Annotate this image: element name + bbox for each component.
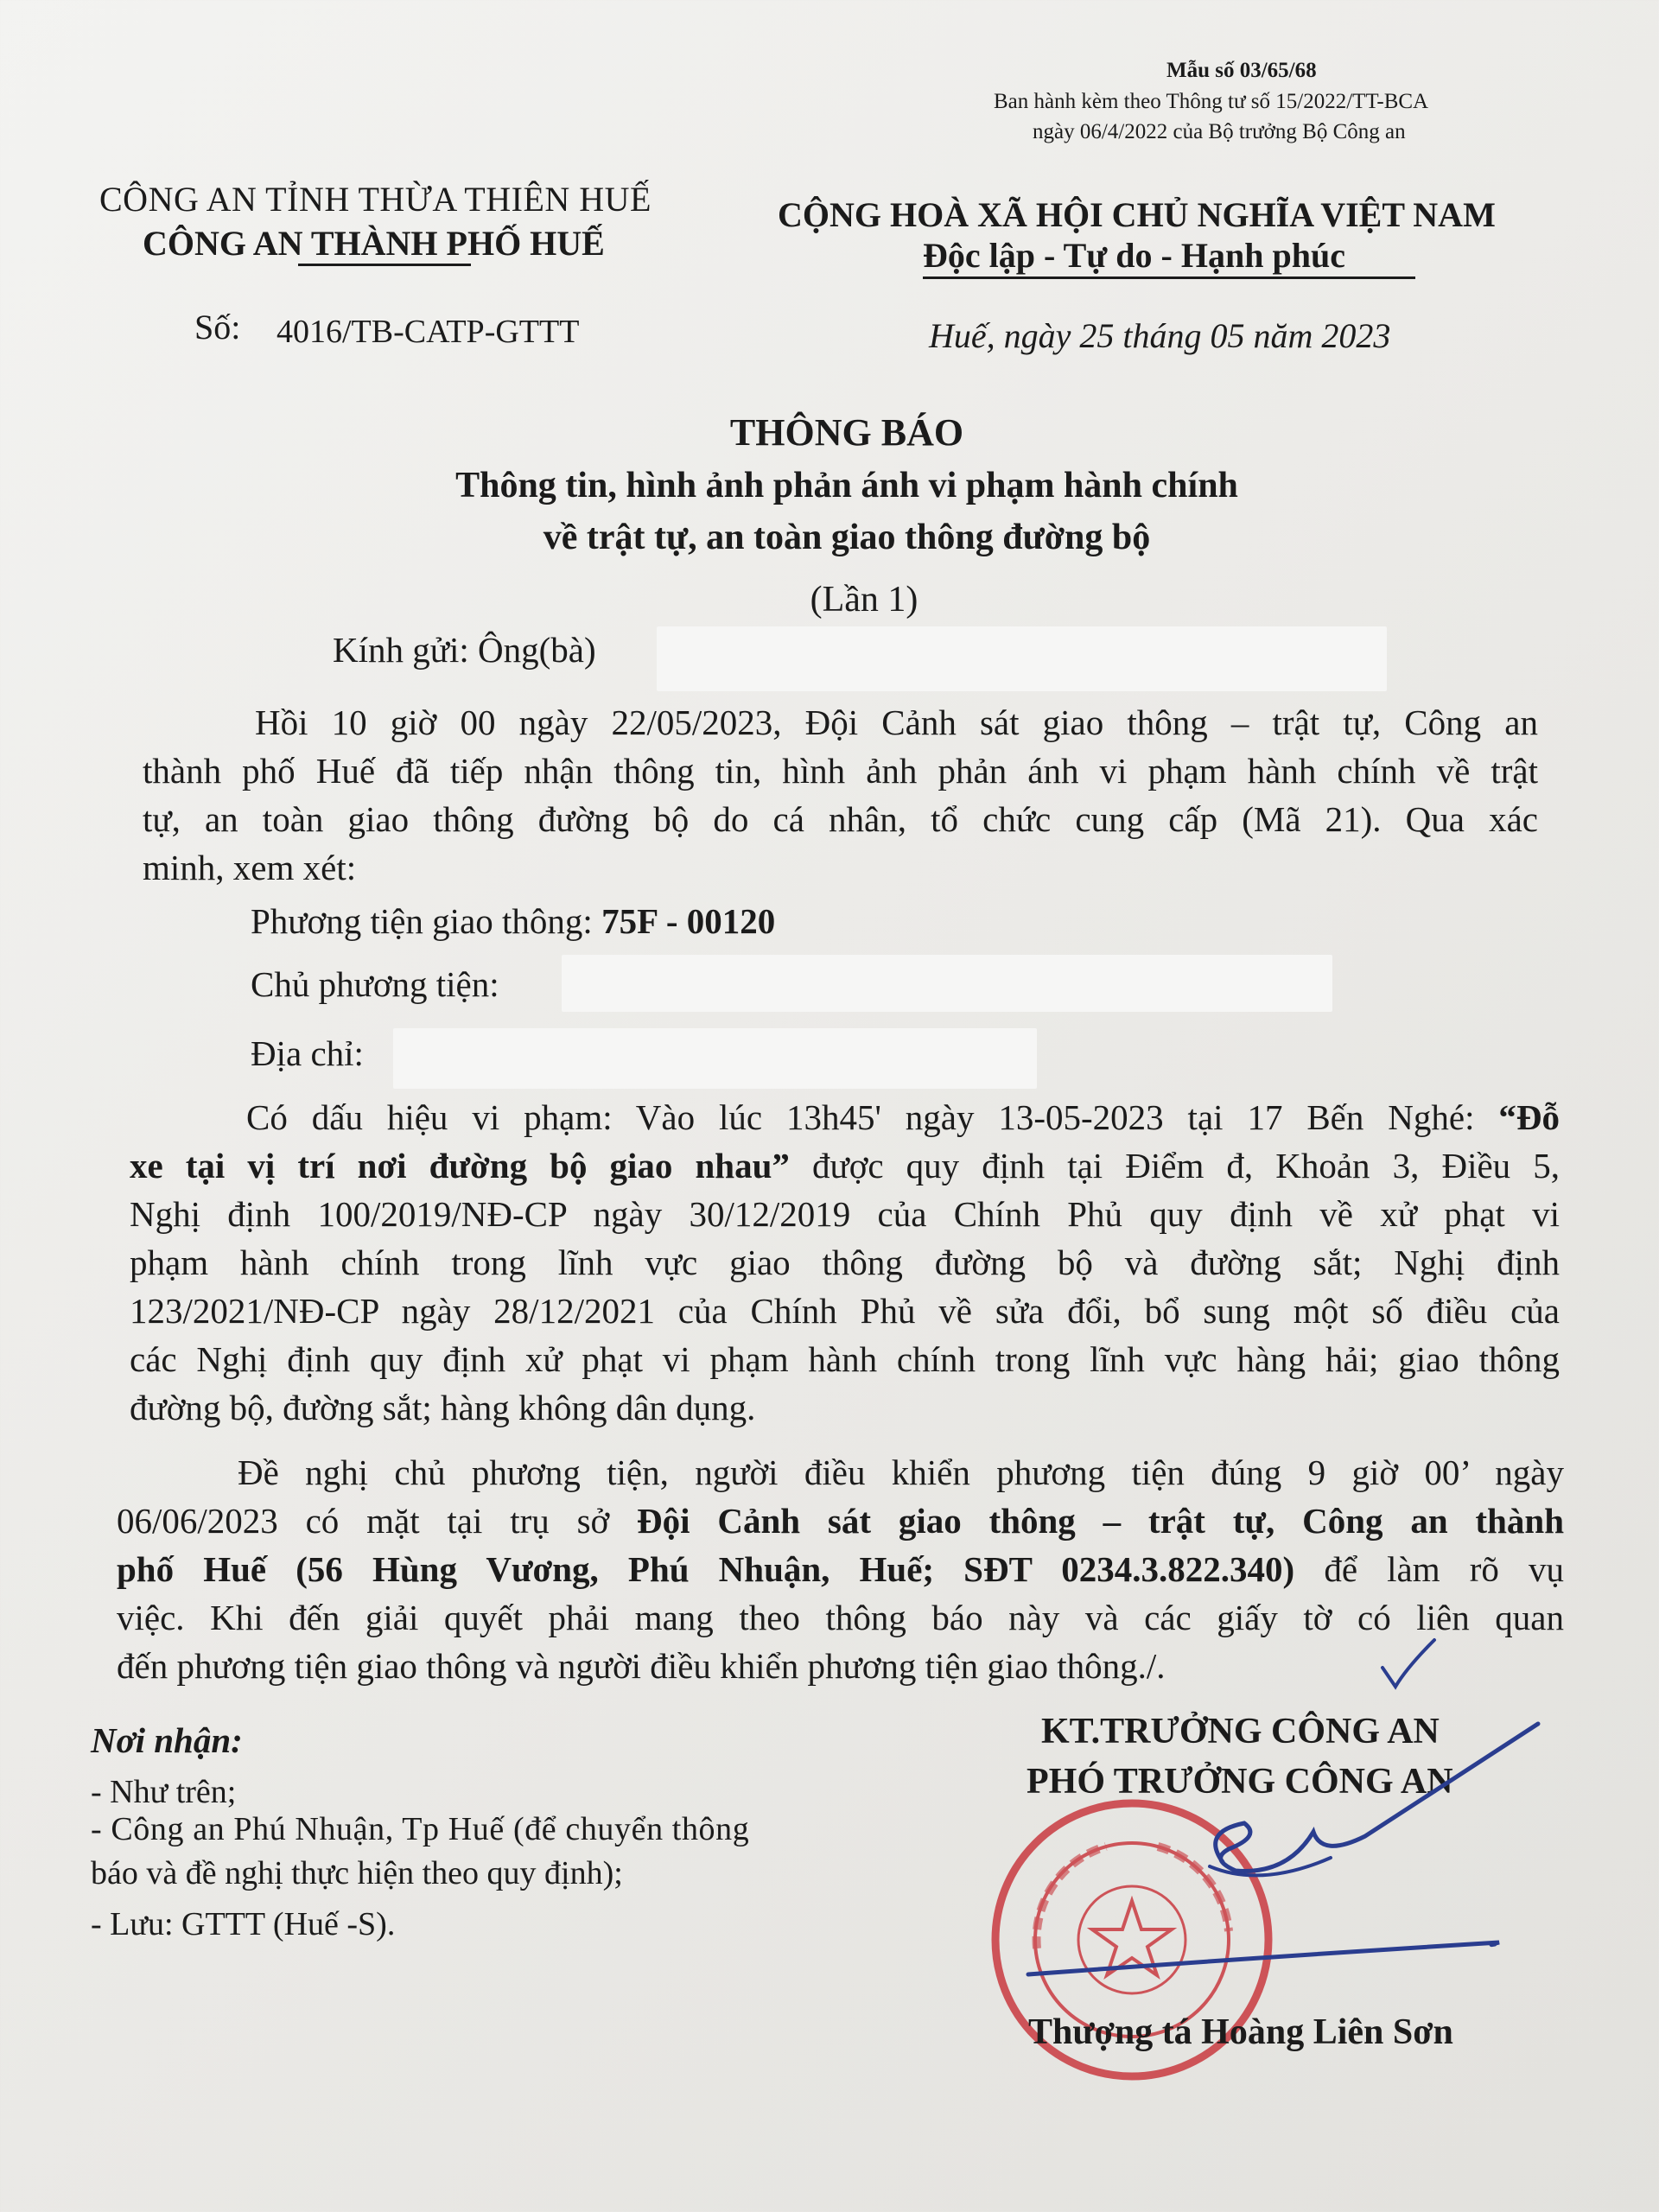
intro-paragraph	[143, 698, 1538, 892]
violation-line	[130, 1141, 1560, 1190]
intro-line: Hồi 10 giờ 00 ngày 22/05/2023, Đội Cảnh sát giao thông – trật tự, Công an	[255, 702, 1538, 742]
violation-legal-ref: được quy định tại Điểm đ, Khoản 3, Điều 5,	[811, 1146, 1560, 1185]
intro-line: tự, an toàn giao thông đường bộ do cá nhân, tổ chức cung cấp (Mã 21). Qua xác	[143, 799, 1538, 839]
recipient-item: - Như trên;	[91, 1774, 237, 1810]
violation-act-start: “Đỗ	[1498, 1097, 1560, 1137]
violation-line: 123/2021/NĐ-CP ngày 28/12/2021 của Chính Phủ về sửa đổi, bổ sung một số điều của	[130, 1291, 1560, 1331]
request-date: 06/06/2023 có mặt tại trụ sở	[117, 1501, 610, 1541]
owner-label: Chủ phương tiện:	[251, 964, 499, 1004]
violation-line	[130, 1093, 1560, 1141]
agency-name: CÔNG AN THÀNH PHỐ HUẾ	[143, 224, 605, 263]
address-label: Địa chỉ:	[251, 1033, 364, 1073]
doc-round: (Lần 1)	[810, 580, 918, 620]
vehicle-row	[251, 900, 775, 942]
doc-number-label: Số:	[194, 308, 241, 346]
signature-title: PHÓ TRƯỞNG CÔNG AN	[1027, 1762, 1453, 1802]
doc-title: THÔNG BÁO	[729, 411, 964, 454]
vehicle-plate: 75F - 00120	[601, 901, 776, 941]
request-line: việc. Khi đến giải quyết phải mang theo thông báo này và các giấy tờ có liên quan	[117, 1598, 1564, 1637]
signature-authority: KT.TRƯỞNG CÔNG AN	[1041, 1712, 1440, 1751]
recipient-item: - Công an Phú Nhuận, Tp Huế (để chuyển thông	[91, 1811, 750, 1847]
violation-intro: Có dấu hiệu vi phạm: Vào lúc 13h45' ngày 13-05-2023 tại 17 Bến Nghé:	[246, 1097, 1475, 1137]
request-line: đến phương tiện giao thông và người điều khiển phương tiện giao thông./.	[117, 1646, 1166, 1686]
redacted-address	[393, 1028, 1037, 1089]
owner-row	[251, 963, 499, 1005]
agency-underline	[298, 264, 471, 266]
violation-act: xe tại vị trí nơi đường bộ giao nhau”	[130, 1146, 790, 1185]
intro-line: minh, xem xét:	[143, 848, 357, 887]
motto-underline	[923, 276, 1415, 279]
place-date: Huế, ngày 25 tháng 05 năm 2023	[929, 316, 1391, 355]
request-office: Đội Cảnh sát giao thông – trật tự, Công an thành	[637, 1501, 1564, 1541]
doc-subtitle-1: Thông tin, hình ảnh phản ánh vi phạm hành chính	[455, 466, 1238, 505]
violation-line: các Nghị định quy định xử phạt vi phạm hành chính trong lĩnh vực hàng hải; giao thông	[130, 1339, 1560, 1379]
violation-line: đường bộ, đường sắt; hàng không dân dụng.	[130, 1388, 756, 1427]
form-number: Mẫu số 03/65/68	[1166, 59, 1317, 82]
signer-name: Thượng tá Hoàng Liên Sơn	[1028, 2012, 1453, 2052]
recipient-label: Kính gửi: Ông(bà)	[333, 630, 596, 670]
doc-number: 4016/TB-CATP-GTTT	[276, 314, 580, 350]
national-motto: Độc lập - Tự do - Hạnh phúc	[923, 236, 1345, 275]
violation-paragraph	[130, 1093, 1560, 1432]
request-office-address: phố Huế (56 Hùng Vương, Phú Nhuận, Huế; SĐT 0234.3.822.340)	[117, 1549, 1295, 1589]
recipients-heading: Nơi nhận:	[91, 1720, 243, 1760]
doc-subtitle-2: về trật tự, an toàn giao thông đường bộ	[543, 518, 1151, 557]
recipient-item: báo và đề nghị thực hiện theo quy định);	[91, 1855, 623, 1891]
form-issued-with: Ban hành kèm theo Thông tư số 15/2022/TT-BCA	[994, 90, 1429, 113]
request-line	[117, 1497, 1564, 1545]
vehicle-label: Phương tiện giao thông:	[251, 901, 593, 941]
redacted-owner-name	[562, 955, 1332, 1012]
recipient-item: - Lưu: GTTT (Huế -S).	[91, 1906, 396, 1942]
intro-line: thành phố Huế đã tiếp nhận thông tin, hình ảnh phản ánh vi phạm hành chính về trật	[143, 751, 1538, 791]
request-purpose: để làm rõ vụ	[1324, 1549, 1564, 1589]
request-line: Đề nghị chủ phương tiện, người điều khiển phương tiện đúng 9 giờ 00’ ngày	[238, 1452, 1564, 1492]
redacted-recipient-name	[657, 626, 1387, 691]
violation-line: Nghị định 100/2019/NĐ-CP ngày 30/12/2019 của Chính Phủ quy định về xử phạt vi	[130, 1194, 1560, 1234]
form-issued-date: ngày 06/4/2022 của Bộ trưởng Bộ Công an	[1033, 120, 1406, 143]
violation-line: phạm hành chính trong lĩnh vực giao thông đường bộ và đường sắt; Nghị định	[130, 1243, 1560, 1282]
agency-parent: CÔNG AN TỈNH THỪA THIÊN HUẾ	[99, 180, 652, 219]
handwritten-signature	[1002, 1573, 1624, 2022]
country-name: CỘNG HOÀ XÃ HỘI CHỦ NGHĨA VIỆT NAM	[778, 195, 1496, 234]
